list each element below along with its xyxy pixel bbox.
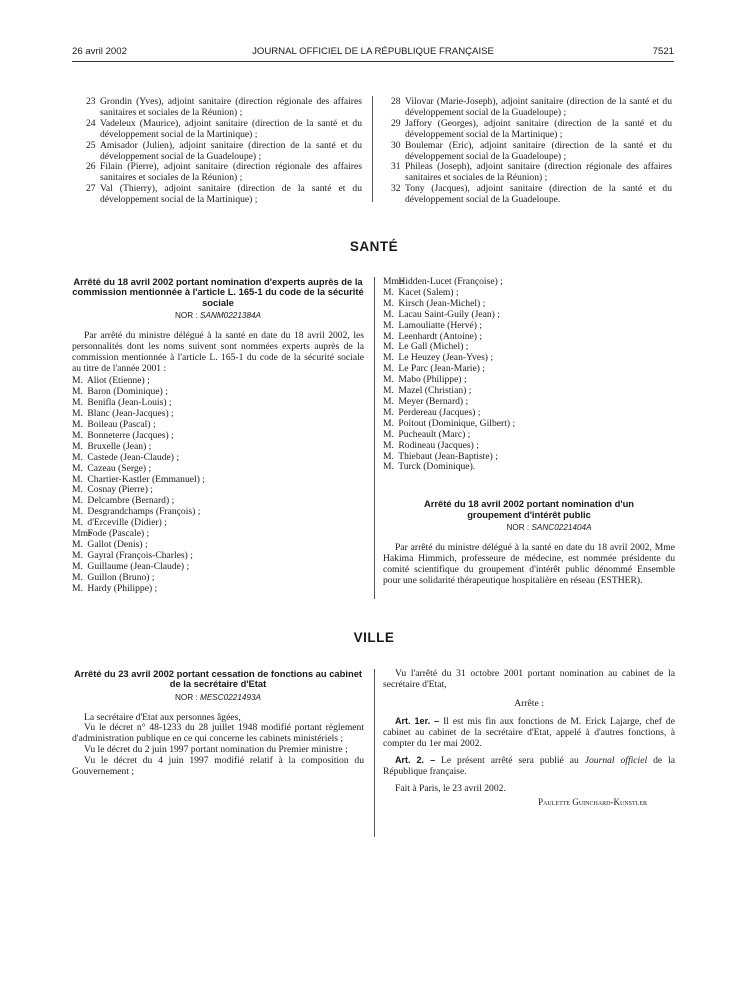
item-text: Phileas (Joseph), adjoint sanitaire (direction régionale des affaires sanitaires et sociales de la Réunion) ; bbox=[405, 161, 672, 184]
expert-name: Bruxelle (Jean) ; bbox=[87, 440, 152, 452]
expert-name: Guillaume (Jean-Claude) ; bbox=[87, 560, 190, 572]
expert-name: Kacet (Salem) ; bbox=[398, 286, 459, 298]
expert-name: Fode (Pascale) ; bbox=[87, 528, 150, 540]
arrete-ville-left bbox=[72, 669, 364, 778]
item-number: 32 bbox=[391, 183, 401, 195]
item-number: 26 bbox=[86, 161, 96, 173]
expert-title: M. bbox=[383, 395, 394, 407]
expert-title: M. bbox=[383, 341, 394, 353]
expert-name: Rodineau (Jacques) ; bbox=[398, 439, 479, 451]
arrete-ville-vu: Vu l'arrêté du 31 octobre 2001 portant nomination au cabinet de la secrétaire d'Etat, bbox=[383, 668, 675, 690]
nomination-item bbox=[86, 119, 362, 141]
header-rule bbox=[72, 61, 674, 62]
expert-title: M. bbox=[72, 419, 83, 431]
section-heading-sante: SANTÉ bbox=[349, 239, 399, 254]
item-number: 27 bbox=[86, 183, 96, 195]
column-divider bbox=[372, 96, 373, 202]
expert-name: Mabo (Philippe) ; bbox=[398, 374, 467, 386]
expert-name: Gallot (Denis) ; bbox=[87, 539, 148, 551]
expert-title: M. bbox=[383, 461, 394, 473]
item-text: Jaffory (Georges), adjoint sanitaire (direction de la santé et du développement social de la Martinique) ; bbox=[405, 117, 672, 140]
expert-name: Gayral (François-Charles) ; bbox=[87, 549, 193, 561]
expert-title: M. bbox=[383, 286, 394, 298]
article-1-text: Il est mis fin aux fonctions de M. Erick Lajarge, chef de cabinet au cabinet de la secrétaire d'Etat, appelé à d'autres fonctions, à compter du 1er mai 2002. bbox=[383, 715, 675, 749]
section-heading-ville: VILLE bbox=[353, 630, 395, 645]
expert-name: Cosnay (Pierre) ; bbox=[87, 484, 153, 496]
expert-name: Aliot (Etienne) ; bbox=[86, 375, 150, 387]
expert-name: Chartier-Kastler (Emmanuel) ; bbox=[87, 473, 205, 485]
expert-title: M. bbox=[72, 386, 83, 398]
item-text: Boulemar (Eric), adjoint sanitaire (direction de la santé et du développement social de la Guadeloupe) ; bbox=[405, 139, 672, 162]
expert-title: M. bbox=[383, 406, 394, 418]
expert-name: Lacau Saint-Guily (Jean) ; bbox=[398, 308, 500, 320]
expert-name: Castede (Jean-Claude) ; bbox=[87, 451, 180, 463]
arrete-gip-title: Arrêté du 18 avril 2002 portant nomination d'un groupement d'intérêt public bbox=[423, 498, 635, 520]
expert-name: Pucheault (Marc) ; bbox=[398, 428, 471, 440]
visa-paragraph: Vu le décret n° 48-1233 du 28 juillet 1948 modifié portant règlement d'administration publique en ce qui concerne les cabinets ministériels ; bbox=[72, 722, 364, 745]
journal-officiel-ref: Journal officiel bbox=[584, 755, 648, 767]
arrete-gip-nor: NOR : SANC0221404A bbox=[506, 522, 592, 532]
nomination-item bbox=[391, 141, 672, 163]
expert-name: Le Parc (Jean-Marie) ; bbox=[398, 363, 485, 375]
visa-paragraph: Vu le décret du 4 juin 1997 modifié relatif à la composition du Gouvernement ; bbox=[72, 755, 364, 778]
arrete-ville-nor: NOR : MESC0221493A bbox=[174, 692, 262, 702]
expert-title: M. bbox=[72, 506, 83, 518]
item-text: Grondin (Yves), adjoint sanitaire (direction régionale des affaires sanitaires et sociales de la Réunion) ; bbox=[100, 96, 362, 118]
article-2-label: Art. 2. – bbox=[395, 755, 436, 766]
expert-title: M. bbox=[72, 473, 83, 485]
nomination-item bbox=[391, 162, 672, 184]
page-number: 7521 bbox=[652, 46, 674, 57]
item-text: Val (Thierry), adjoint sanitaire (direction de la santé et du développement social de la Martinique) ; bbox=[100, 183, 362, 206]
arrete-gip-text: Par arrêté du ministre délégué à la santé en date du 18 avril 2002, Mme Hakima Himmich, professeure de médecine, est nommée présidente du comité scientifique du groupement d'intérêt public dénommé Ensemble pour une solidarité thérapeutique hospitalière en réseau (ESTHER). bbox=[383, 541, 675, 586]
expert-name: Hidden-Lucet (Françoise) ; bbox=[398, 276, 503, 287]
arrete-experts-title: Arrêté du 18 avril 2002 portant nomination d'experts auprès de la commission mentionnée à l'article L. 165-1 du code de la sécurité sociale bbox=[72, 276, 364, 308]
item-number: 24 bbox=[86, 117, 96, 129]
item-number: 28 bbox=[391, 96, 401, 107]
visa-paragraph: Vu le décret du 2 juin 1997 portant nomination du Premier ministre ; bbox=[84, 744, 348, 756]
expert-entry bbox=[383, 462, 675, 473]
expert-name: Poitout (Dominique, Gilbert) ; bbox=[398, 417, 516, 429]
article-1 bbox=[383, 716, 675, 750]
expert-title: M. bbox=[383, 308, 394, 320]
fait-a-paris: Fait à Paris, le 23 avril 2002. bbox=[395, 783, 506, 795]
expert-title: M. bbox=[72, 375, 83, 387]
article-1-label: Art. 1er. – bbox=[395, 715, 440, 726]
expert-title: M. bbox=[383, 330, 394, 342]
expert-title: M. bbox=[72, 397, 83, 409]
expert-name: Boileau (Pascal) ; bbox=[87, 419, 156, 431]
arrete-experts bbox=[72, 277, 364, 595]
expert-name: Le Gall (Michel) ; bbox=[398, 341, 469, 353]
expert-name: Perdereau (Jacques) ; bbox=[398, 406, 481, 418]
minister-line: La secrétaire d'Etat aux personnes âgées, bbox=[84, 711, 241, 723]
arrete-experts-continued bbox=[383, 277, 675, 586]
item-text: Tony (Jacques), adjoint sanitaire (direction de la santé et du développement social de la Guadeloupe. bbox=[405, 183, 672, 206]
item-number: 23 bbox=[86, 96, 96, 107]
header-date: 26 avril 2002 bbox=[72, 46, 127, 57]
expert-title: M. bbox=[383, 352, 394, 364]
expert-title: M. bbox=[72, 440, 83, 452]
expert-name: Bonneterre (Jacques) ; bbox=[87, 429, 174, 441]
arrete-experts-nor: NOR : SANM0221384A bbox=[174, 310, 262, 320]
nomination-item bbox=[391, 97, 672, 119]
expert-title: M. bbox=[72, 549, 83, 561]
expert-name: Lamouliatte (Hervé) ; bbox=[398, 319, 483, 331]
expert-title: Mme bbox=[72, 528, 93, 540]
expert-title: M. bbox=[72, 571, 83, 583]
nomination-item bbox=[86, 141, 362, 163]
arrete-ville-visas bbox=[72, 713, 364, 778]
expert-title: M. bbox=[383, 385, 394, 397]
item-number: 25 bbox=[86, 139, 96, 151]
experts-list-left bbox=[72, 376, 364, 594]
expert-name: Blanc (Jean-Jacques) ; bbox=[87, 408, 174, 420]
column-divider bbox=[374, 669, 375, 837]
experts-list-right bbox=[383, 277, 675, 473]
item-text: Vadeleux (Maurice), adjoint sanitaire (direction de la santé et du développement social de la Martinique) ; bbox=[100, 117, 362, 140]
expert-name: Benifla (Jean-Louis) ; bbox=[87, 397, 172, 409]
arrete-experts-intro: Par arrêté du ministre délégué à la santé en date du 18 avril 2002, les personnalités dont les noms suivent sont nommées experts auprès de la commission mentionnée à l'article L. 165-1 du code de la sécurité sociale au titre de l'année 2001 : bbox=[72, 329, 364, 374]
expert-title: M. bbox=[383, 374, 394, 386]
expert-name: Thiebaut (Jean-Baptiste) ; bbox=[398, 450, 498, 462]
nomination-item bbox=[391, 119, 672, 141]
expert-title: M. bbox=[383, 297, 394, 309]
expert-title: M. bbox=[72, 539, 83, 551]
article-2: Art. 2. – Le présent arrêté sera publié au Journal officiel de la République française. bbox=[383, 755, 676, 778]
expert-title: M. bbox=[383, 450, 394, 462]
expert-title: M. bbox=[72, 451, 83, 463]
nomination-item bbox=[86, 97, 362, 119]
nomination-item bbox=[86, 184, 362, 206]
top-list-left bbox=[86, 97, 362, 206]
expert-name: Hardy (Philippe) ; bbox=[87, 582, 158, 594]
item-number: 29 bbox=[391, 117, 401, 129]
item-text: Amisador (Julien), adjoint sanitaire (direction de la santé et du développement social de la Guadeloupe) ; bbox=[100, 139, 362, 162]
expert-name: Meyer (Bernard) ; bbox=[398, 395, 469, 407]
expert-title: M. bbox=[383, 417, 394, 429]
expert-title: M. bbox=[72, 582, 83, 594]
nomination-item bbox=[391, 184, 672, 206]
expert-title: M. bbox=[383, 439, 394, 451]
item-text: Filain (Pierre), adjoint sanitaire (direction régionale des affaires sanitaires et sociales de la Réunion) ; bbox=[100, 161, 362, 184]
column-divider bbox=[374, 277, 375, 599]
expert-title: M. bbox=[72, 429, 83, 441]
expert-title: M. bbox=[72, 484, 83, 496]
expert-name: Le Heuzey (Jean-Yves) ; bbox=[398, 352, 494, 364]
expert-name: Turck (Dominique). bbox=[398, 461, 476, 473]
top-list-right bbox=[391, 97, 672, 206]
expert-name: Kirsch (Jean-Michel) ; bbox=[398, 297, 486, 309]
expert-title: M. bbox=[72, 408, 83, 420]
expert-name: Desgrandchamps (François) ; bbox=[87, 506, 201, 518]
expert-name: Baron (Dominique) ; bbox=[87, 386, 168, 398]
item-number: 30 bbox=[391, 139, 401, 151]
expert-name: Leenhardt (Antoine) ; bbox=[398, 330, 483, 342]
expert-title: M. bbox=[383, 428, 394, 440]
arrete-ville-right bbox=[383, 669, 675, 808]
item-number: 31 bbox=[391, 161, 401, 173]
expert-name: Mazel (Christian) ; bbox=[398, 385, 472, 397]
expert-title: M. bbox=[72, 517, 83, 529]
item-text: Vilovar (Marie-Joseph), adjoint sanitaire (direction de la santé et du développement social de la Guadeloupe) ; bbox=[405, 96, 672, 118]
expert-name: Cazeau (Serge) ; bbox=[87, 462, 152, 474]
nomination-item bbox=[86, 162, 362, 184]
arrete-label: Arrête : bbox=[514, 697, 544, 709]
expert-name: Guillon (Bruno) ; bbox=[87, 571, 155, 583]
expert-name: Delcambre (Bernard) ; bbox=[87, 495, 175, 507]
expert-title: M. bbox=[72, 560, 83, 572]
signature: Paulette Guinchard-Kunstler bbox=[538, 797, 647, 808]
running-header bbox=[72, 46, 674, 60]
expert-title: M. bbox=[72, 495, 83, 507]
expert-title: M. bbox=[383, 363, 394, 375]
arrete-ville-title: Arrêté du 23 avril 2002 portant cessation de fonctions au cabinet de la secrétaire d'Etat bbox=[73, 668, 363, 690]
expert-entry bbox=[72, 584, 364, 595]
expert-title: M. bbox=[383, 319, 394, 331]
expert-title: Mme bbox=[383, 276, 404, 287]
expert-name: d'Erceville (Didier) ; bbox=[87, 517, 167, 529]
expert-title: M. bbox=[72, 462, 83, 474]
journal-title: JOURNAL OFFICIEL DE LA RÉPUBLIQUE FRANÇAISE bbox=[252, 46, 494, 57]
